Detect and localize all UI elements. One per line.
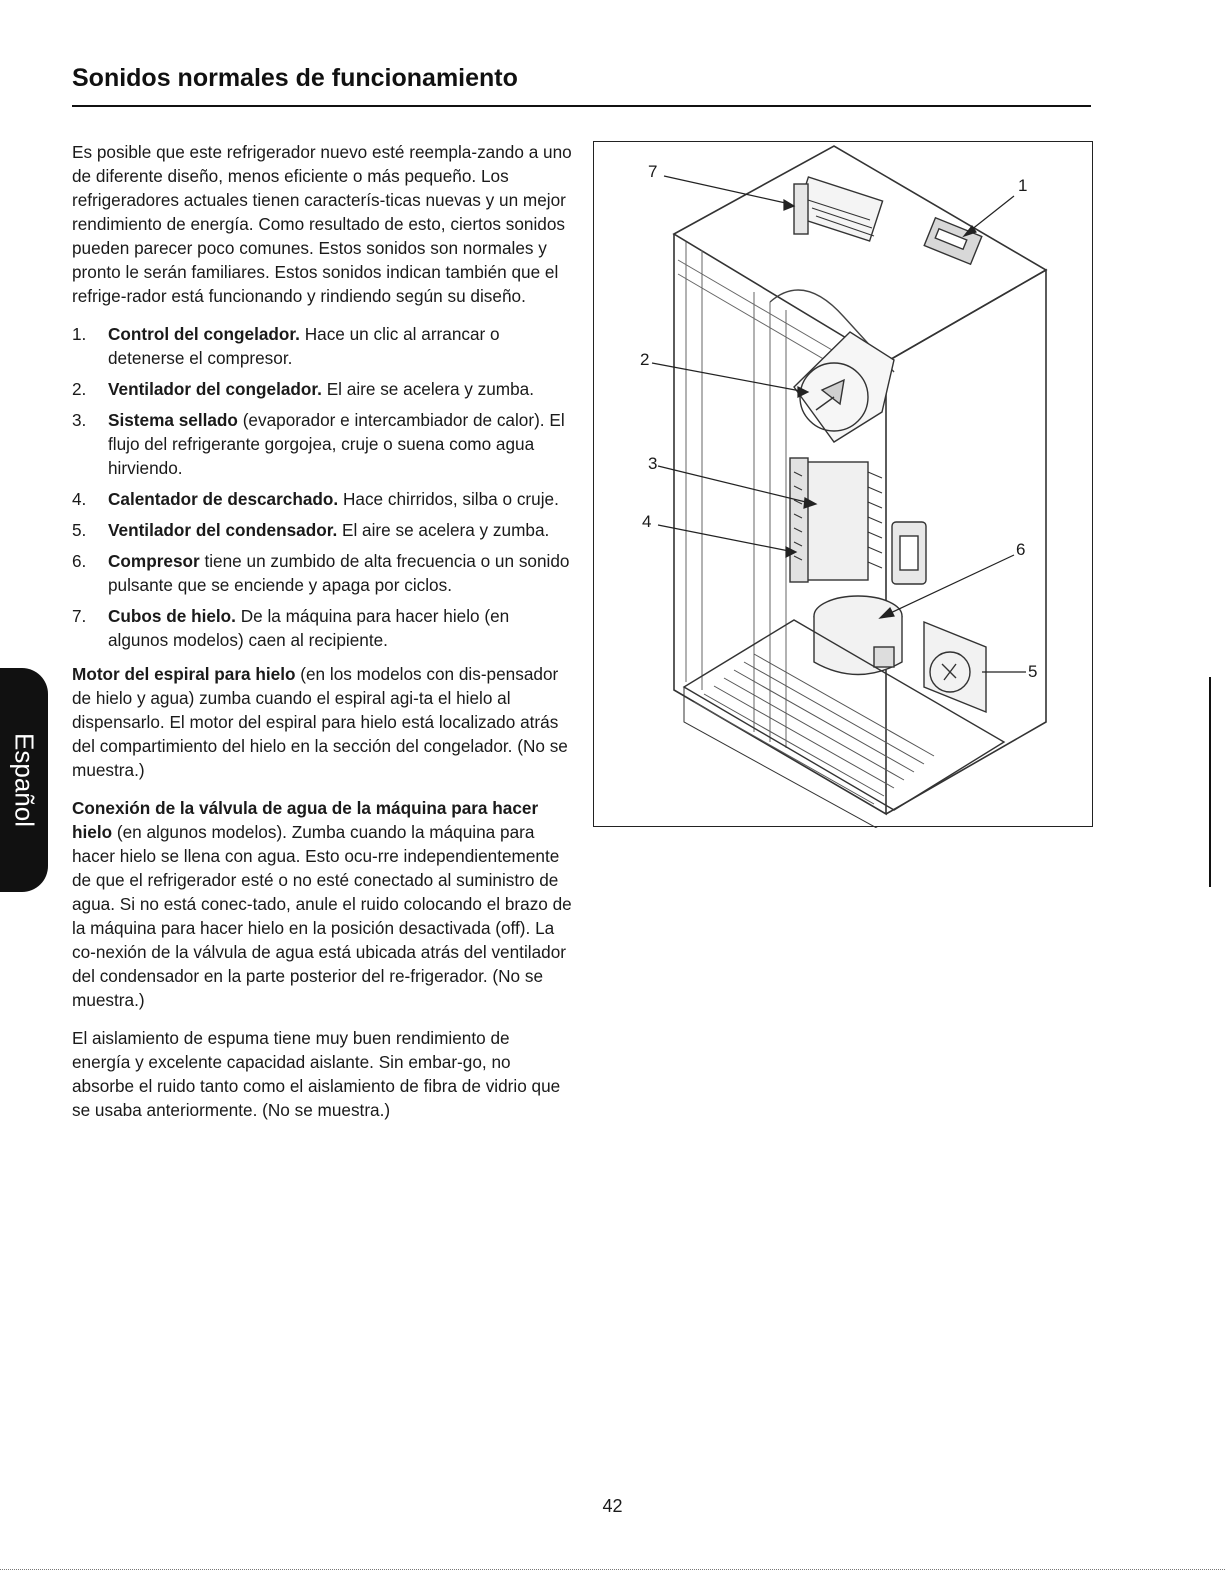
list-item bbox=[72, 408, 572, 480]
language-tab-label: Español bbox=[9, 733, 40, 827]
callout-7: 7 bbox=[648, 162, 658, 181]
title-rule bbox=[72, 105, 1091, 107]
page-title: Sonidos normales de funcionamiento bbox=[72, 64, 518, 92]
cabinet-top bbox=[674, 146, 1046, 362]
liner-line bbox=[686, 242, 786, 748]
margin-rule bbox=[1209, 677, 1211, 887]
intro-paragraph: Es posible que este refrigerador nuevo esté reempla-zando a uno de diferente diseño, menos eficiente o más pequeño. Los refrigeradores actuales tienen caracterís-ticas nuevas y un mejor rendimiento de energía. Como resultado de esto, ciertos sonidos pueden parecer poco comunes. Estos sonidos son normales y pronto le serán familiares. Estos sonidos indican también que el refrige-rador está funcionando y rindiendo según su diseño. bbox=[72, 142, 572, 306]
item-text: tiene un zumbido de alta frecuencia o un sonido pulsante que se enciende y apaga por ciclos. bbox=[108, 551, 570, 595]
item-term: Calentador de descarchado. bbox=[108, 489, 339, 509]
auger-text: (en los modelos con dis-pensador de hielo y agua) zumba cuando el espiral agi-ta el hielo al dispensarlo. El motor del espiral para hielo está localizado atrás del compartimiento del hielo en la sección del congelador. (No se muestra.) bbox=[72, 664, 568, 780]
list-item bbox=[72, 377, 572, 401]
callout-1: 1 bbox=[1018, 176, 1028, 195]
item-text: (evaporador e intercambiador de calor). El flujo del refrigerante gorgojea, cruje o suena como agua hirviendo. bbox=[108, 410, 565, 478]
item-term: Cubos de hielo. bbox=[108, 606, 236, 626]
item-term: Compresor bbox=[108, 551, 200, 571]
condenser-fan-icon bbox=[924, 622, 986, 712]
item-term: Ventilador del congelador. bbox=[108, 379, 322, 399]
item-term: Ventilador del condensador. bbox=[108, 520, 338, 540]
ice-maker-icon bbox=[794, 177, 883, 241]
auger-term: Motor del espiral para hielo bbox=[72, 664, 296, 684]
item-number: 6. bbox=[72, 551, 87, 571]
list-item bbox=[72, 322, 572, 370]
item-number: 2. bbox=[72, 379, 87, 399]
item-text: Hace un clic al arrancar o detenerse el compresor. bbox=[108, 324, 500, 368]
text-column bbox=[72, 140, 572, 1136]
valve-paragraph bbox=[72, 796, 572, 1012]
item-number: 1. bbox=[72, 324, 87, 344]
item-number: 7. bbox=[72, 606, 87, 626]
item-text: El aire se acelera y zumba. bbox=[337, 520, 550, 540]
callout-6: 6 bbox=[1016, 540, 1026, 559]
item-number: 4. bbox=[72, 489, 87, 509]
refrigerator-diagram bbox=[593, 141, 1093, 827]
valve-term: Conexión de la válvula de agua de la máquina para hacer hielo bbox=[72, 798, 539, 842]
item-number: 3. bbox=[72, 410, 87, 430]
list-item bbox=[72, 549, 572, 597]
item-text: De la máquina para hacer hielo (en algunos modelos) caen al recipiente. bbox=[108, 606, 510, 650]
freezer-fan-icon bbox=[794, 332, 894, 442]
item-term: Control del congelador. bbox=[108, 324, 300, 344]
item-term: Sistema sellado bbox=[108, 410, 238, 430]
item-text: Hace chirridos, silba o cruje. bbox=[338, 489, 559, 509]
foam-paragraph: El aislamiento de espuma tiene muy buen rendimiento de energía y excelente capacidad aislante. Sin embar-go, no absorbe el ruido tanto como el aislamiento de fibra de vidrio que se usaba anteriormente. (No se muestra.) bbox=[72, 1028, 561, 1120]
evaporator-coil-icon bbox=[790, 458, 882, 582]
compressor-icon bbox=[814, 596, 902, 675]
list-item bbox=[72, 604, 572, 652]
language-tab bbox=[0, 668, 48, 892]
sounds-list bbox=[72, 322, 572, 652]
list-item bbox=[72, 518, 572, 542]
callout-4: 4 bbox=[642, 512, 652, 531]
page-number: 42 bbox=[602, 1496, 623, 1516]
bottom-rule bbox=[0, 1569, 1225, 1571]
callout-2: 2 bbox=[640, 350, 650, 369]
item-number: 5. bbox=[72, 520, 87, 540]
callout-5: 5 bbox=[1028, 662, 1038, 681]
control-panel-icon bbox=[892, 522, 926, 584]
auger-paragraph bbox=[72, 662, 572, 782]
callout-3: 3 bbox=[648, 454, 658, 473]
list-item bbox=[72, 487, 572, 511]
valve-text: (en algunos modelos). Zumba cuando la máquina para hacer hielo se llena con agua. Esto ocu-rre independientemente de que el refrigerador esté o no esté conectado al suministro de agua. Si no está conec-tado, anule el ruido colocando el brazo de la máquina para hacer hielo en la posición desactivada (off). La co-nexión de la válvula de agua está ubicada atrás del ventilador del condensador en la parte posterior del re-frigerador. (No se muestra.) bbox=[72, 822, 572, 1010]
freezer-control-icon bbox=[924, 218, 982, 265]
refrigerator-illustration bbox=[594, 142, 1094, 828]
item-text: El aire se acelera y zumba. bbox=[321, 379, 535, 399]
